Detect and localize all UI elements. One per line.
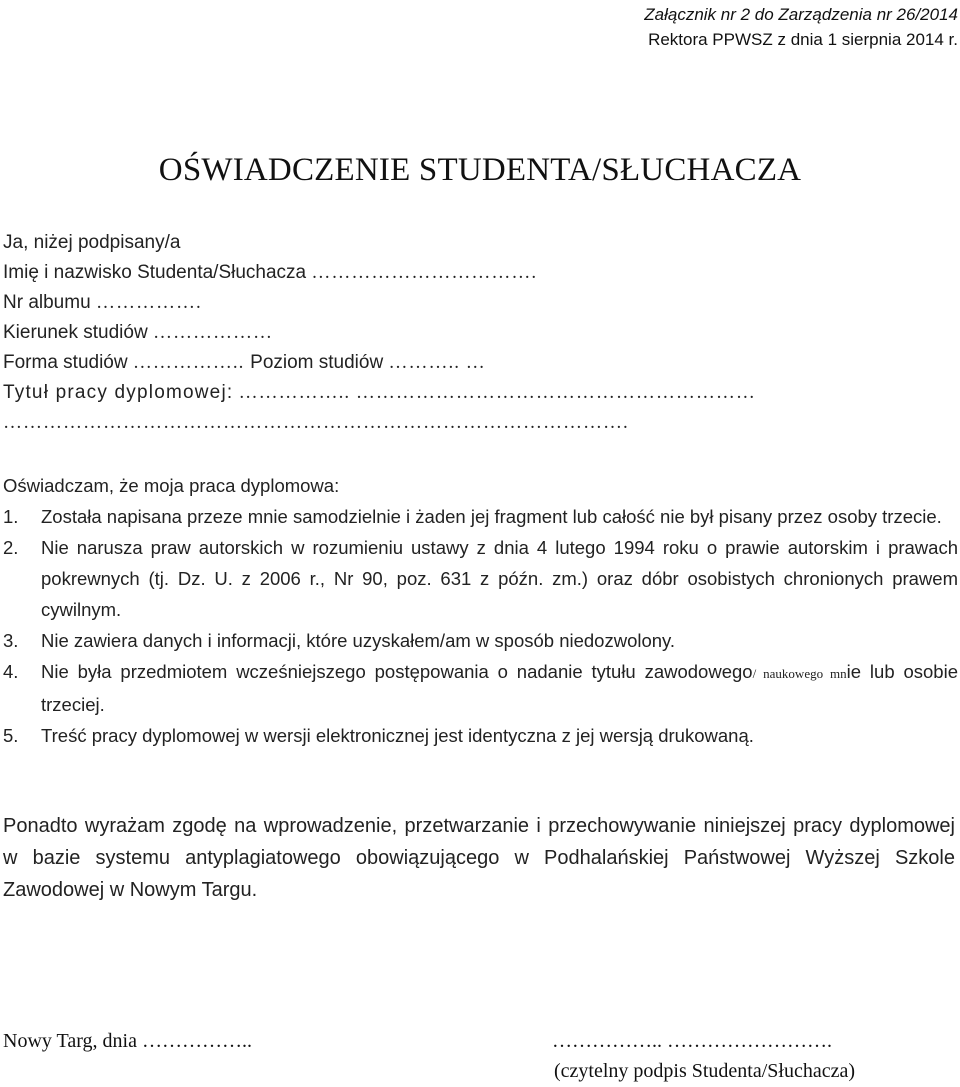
name-field — [3, 258, 958, 288]
thesis-field — [3, 378, 958, 408]
album-field — [3, 288, 958, 318]
item-number: 3. — [3, 630, 19, 651]
attachment-note — [644, 2, 958, 52]
name-label: Imię i nazwisko Studenta/Słuchacza — [3, 262, 307, 283]
level-label: Poziom studiów — [250, 352, 384, 373]
item-number: 4. — [3, 661, 19, 682]
form-dots: …………….. — [132, 352, 251, 373]
thesis-dots: …………….. …………………………………………………… — [238, 382, 756, 403]
item-number: 2. — [3, 537, 19, 558]
place-date-field: Nowy Targ, dnia …………….. — [3, 1030, 252, 1052]
declaration-section — [3, 470, 958, 751]
album-label: Nr albumu — [3, 292, 91, 313]
document-title: OŚWIADCZENIE STUDENTA/SŁUCHACZA — [158, 152, 802, 188]
item-text: Treść pracy dyplomowej w wersji elektronicznej jest identyczna z jej wersją drukowaną. — [41, 725, 754, 746]
signature-line: …………….. ……………………. — [552, 1030, 832, 1052]
thesis-field-continued — [3, 408, 958, 438]
thesis-label: Tytuł pracy dyplomowej: — [3, 382, 234, 403]
intro-line — [3, 228, 958, 258]
declaration-item — [3, 720, 958, 751]
item-number: 5. — [3, 725, 19, 746]
consent-paragraph: Ponadto wyrażam zgodę na wprowadzenie, przetwarzanie i przechowywanie niniejszej pracy dyplomowej w bazie systemu antyplagiatowego obowiązującego w Podhalańskiej Państwowej Wyższej Szkole Zawodowej w Nowym Targu. — [3, 815, 955, 901]
form-level-field — [3, 348, 958, 378]
student-fields — [3, 228, 958, 438]
item-text: Została napisana przeze mnie samodzielnie i żaden jej fragment lub całość nie był pisany przez osoby trzecie. — [41, 506, 942, 527]
item-text: Nie narusza praw autorskich w rozumieniu ustawy z dnia 4 lutego 1994 roku o prawie autorskim i prawach pokrewnych (tj. Dz. U. z 2006 r., Nr 90, poz. 631 z późn. zm.) oraz dóbr osobistych chronionych prawem cywilnym. — [41, 537, 958, 620]
item-text-b: ie lub osobie trzeciej. — [41, 661, 958, 715]
form-label: Forma studiów — [3, 352, 128, 373]
name-dots: ……………………………. — [311, 262, 538, 283]
attachment-note-line2: Rektora PPWSZ z dnia 1 sierpnia 2014 r. — [648, 30, 958, 49]
declaration-intro: Oświadczam, że moja praca dyplomowa: — [3, 475, 340, 496]
album-dots: ……………. — [95, 292, 202, 313]
thesis-dots-line2: …………………………………………………………………………………. — [3, 412, 629, 433]
major-label: Kierunek studiów — [3, 322, 148, 343]
declaration-item — [3, 625, 958, 656]
item-text-small: / naukowego mn — [752, 666, 847, 681]
major-field — [3, 318, 958, 348]
declaration-list — [3, 501, 958, 751]
major-dots: ……………… — [152, 322, 273, 343]
attachment-note-line1: Załącznik nr 2 do Zarządzenia nr 26/2014 — [644, 5, 958, 24]
signature-caption: (czytelny podpis Studenta/Słuchacza) — [554, 1060, 856, 1082]
item-number: 1. — [3, 506, 19, 527]
declaration-item — [3, 501, 958, 532]
intro-text: Ja, niżej podpisany/a — [3, 232, 181, 253]
level-dots: ……….. … — [388, 352, 486, 373]
declaration-item — [3, 656, 958, 720]
item-text: Nie zawiera danych i informacji, które uzyskałem/am w sposób niedozwolony. — [41, 630, 676, 651]
declaration-item — [3, 532, 958, 625]
item-text-a: Nie była przedmiotem wcześniejszego postępowania o nadanie tytułu zawodowego — [41, 661, 753, 682]
